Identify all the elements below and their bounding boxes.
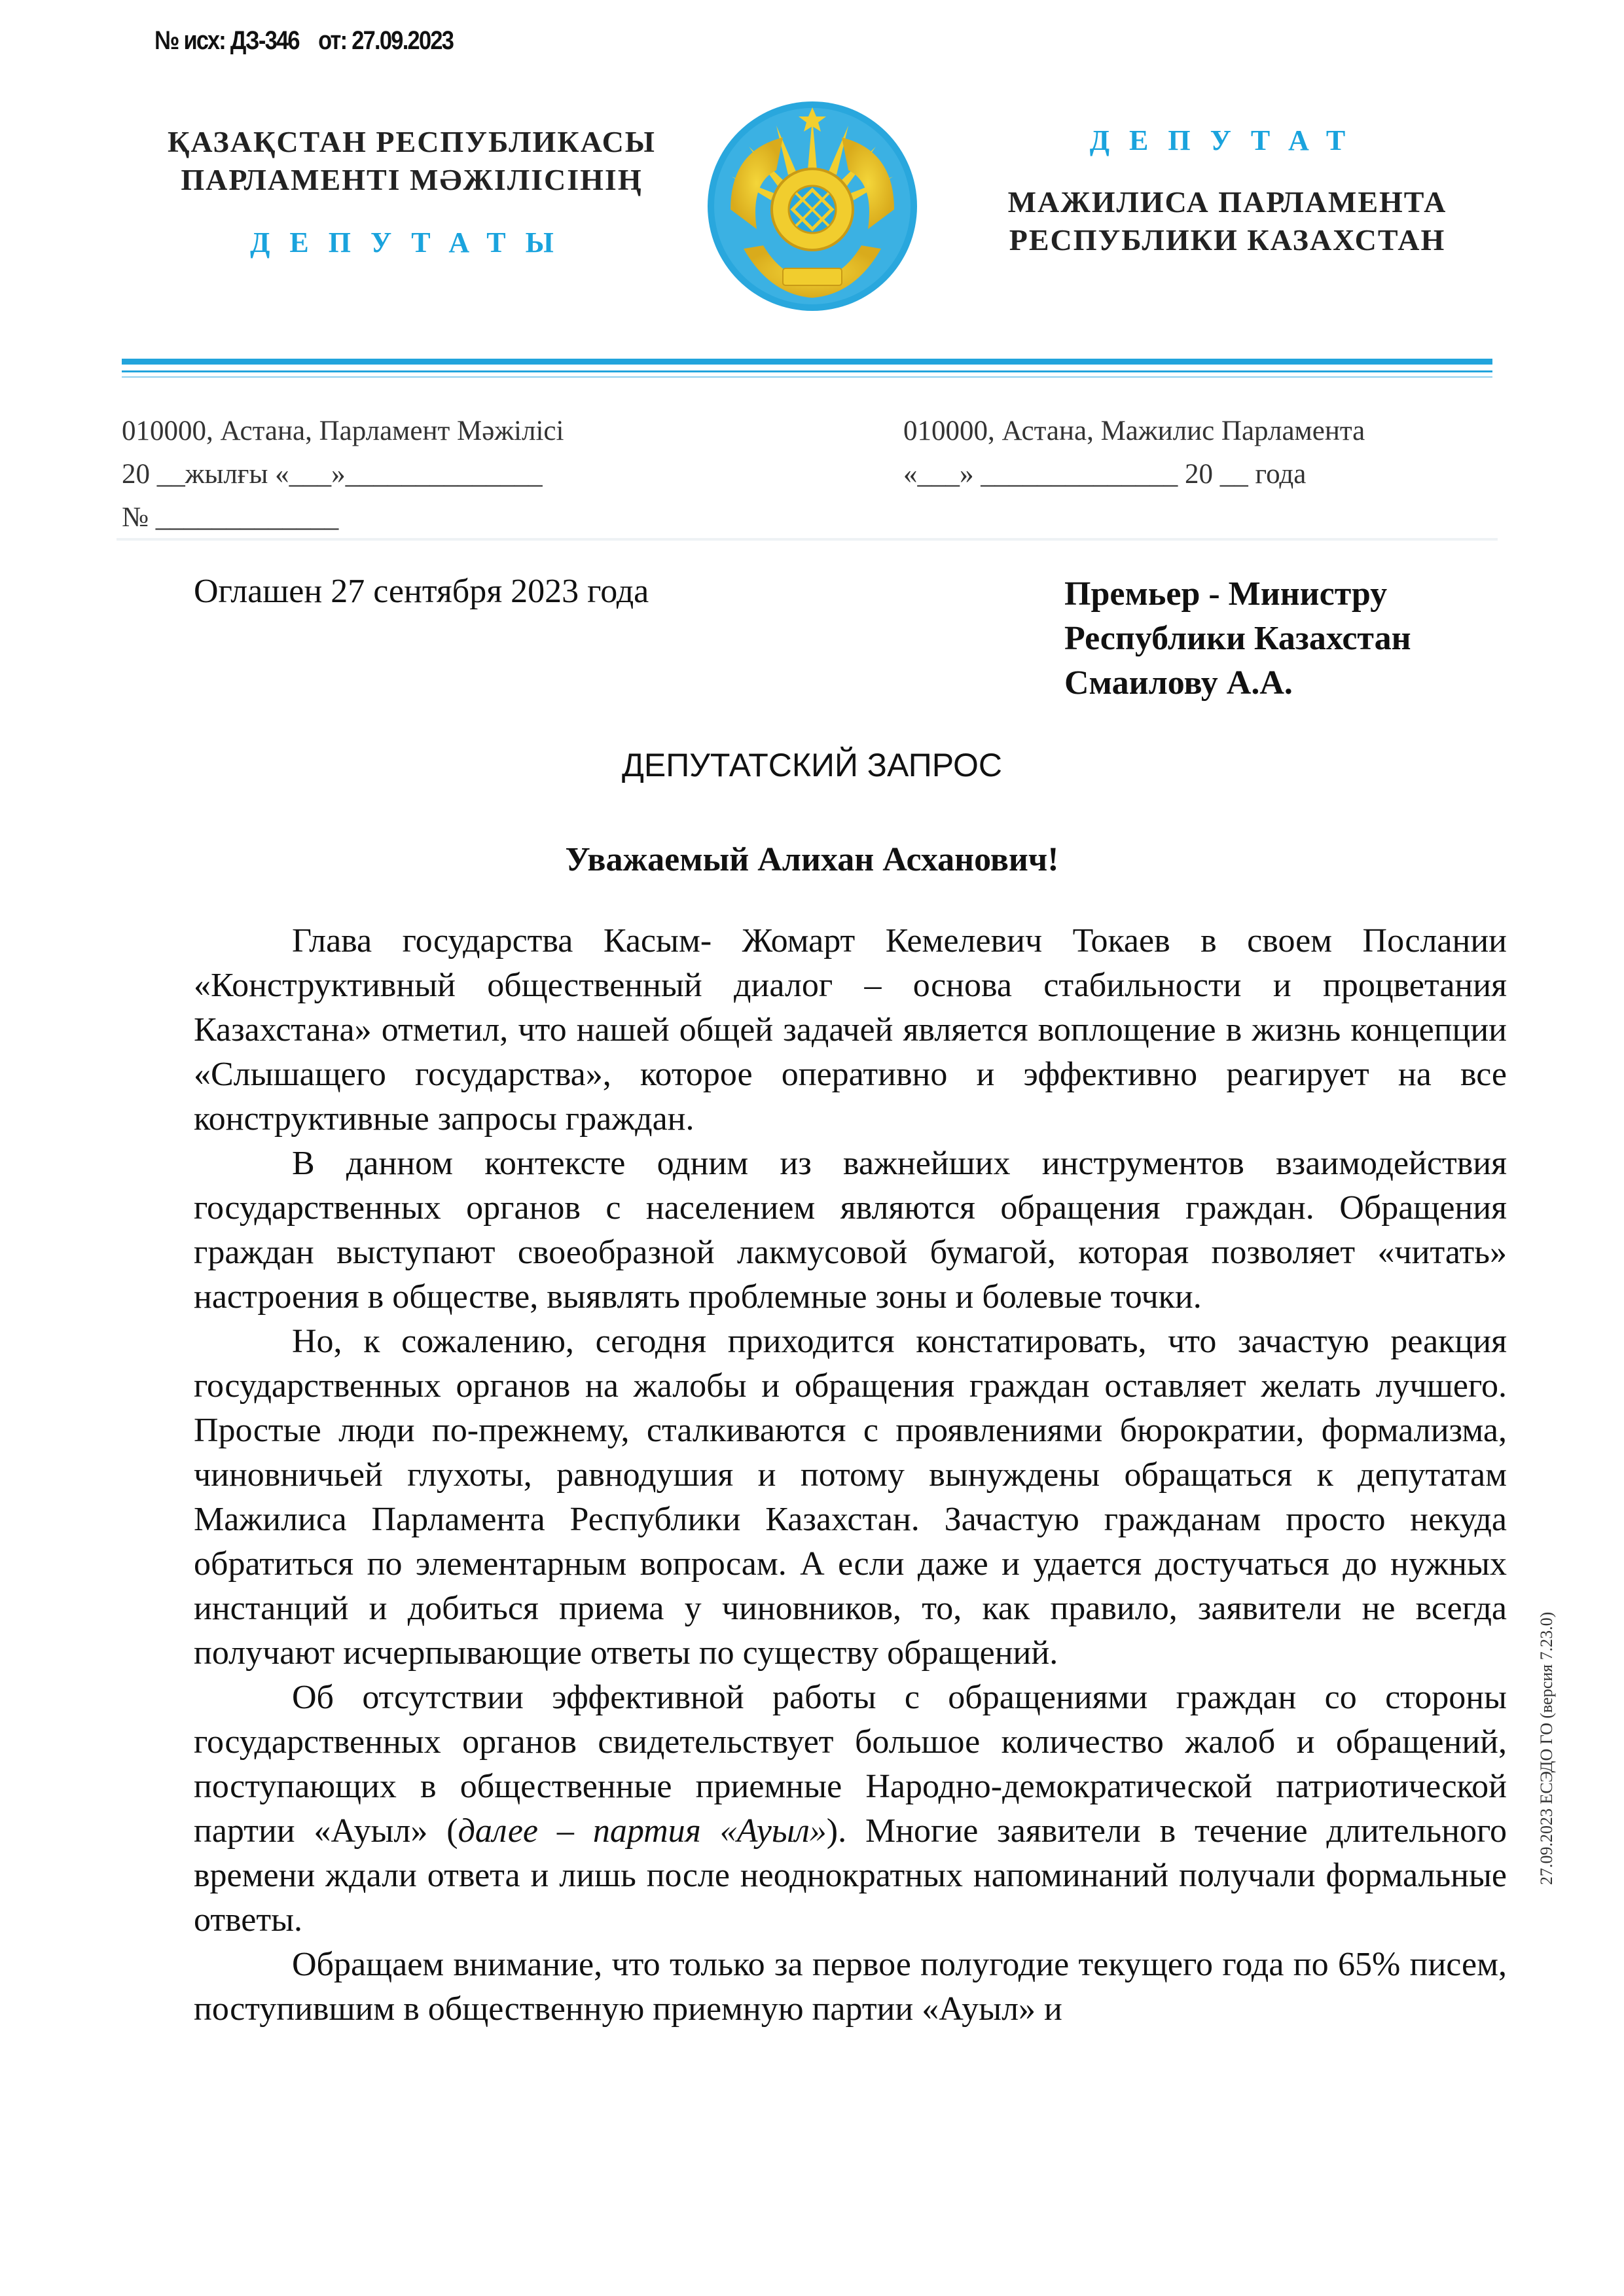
header-divider-thin <box>122 370 1492 372</box>
letterhead-kazakh <box>160 123 664 262</box>
address-ru-line1: 010000, Астана, Мажилис Парламента <box>903 416 1365 446</box>
addressee-line3: Смаилову А.А. <box>1064 664 1293 702</box>
address-ru-line2: «___» ______________ 20 __ года <box>903 459 1307 490</box>
paragraph-5: Обращаем внимание, что только за первое полугодие текущего года по 65% писем, поступившим в общественную приемную партии «Ауыл» и <box>194 1946 1507 2028</box>
addressee-block <box>1064 572 1411 706</box>
state-emblem-icon <box>704 98 920 314</box>
letterhead-ru-line1: МАЖИЛИСА ПАРЛАМЕНТА <box>1007 185 1447 219</box>
outgoing-date: от: 27.09.2023 <box>318 26 454 55</box>
addressee-line2: Республики Казахстан <box>1064 620 1411 657</box>
letterhead-kz-title: ДЕПУТАТЫ <box>250 226 573 259</box>
edms-side-stamp: 27.09.2023 ЕСЭДО ГО (версия 7.23.0) <box>1537 1611 1556 1885</box>
address-kz-line2: 20 __жылғы «___»______________ <box>122 459 543 490</box>
header-divider-light <box>122 376 1492 378</box>
announcement-date: Оглашен 27 сентября 2023 года <box>194 573 649 610</box>
document-body <box>194 919 1507 2032</box>
paragraph-4-end: ). Многие заявители в течение длительного времени ждали ответа и лишь после неоднократных напоминаний получали формальные ответы. <box>194 1812 1507 1939</box>
paragraph-4 <box>194 1676 1507 1943</box>
letterhead-kz-line2: ПАРЛАМЕНТІ МӘЖІЛІСІНІҢ <box>181 163 643 196</box>
paragraph-3: Но, к сожалению, сегодня приходится констатировать, что зачастую реакция государственных органов на жалобы и обращения граждан оставляет желать лучшего. Простые люди по-прежнему, сталкиваются с проявлениями бюрократии, формализма, чиновничьей глухоты, равнодушия и потому вынуждены обращаться к депутатам Мажилиса Парламента Республики Казахстан. Зачастую гражданам просто некуда обратиться по элементарным вопросам. А если даже и удается достучаться до нужных инстанций и добиться приема у чиновников, то, как правило, заявители не всегда получают исчерпывающие ответы по существу обращений. <box>194 1323 1507 1672</box>
outgoing-number: № исх: ДЗ-346 <box>154 26 299 55</box>
letterhead-bottom-edge <box>117 538 1498 541</box>
paragraph-4-start: Об отсутствии эффективной работы с обращениями граждан со стороны государственных органов свидетельствует большое количество жалоб и обращений, поступающих в общественные приемные Народно-демократической патриотической партии «Ауыл» ( <box>194 1679 1507 1850</box>
address-block-russian <box>903 410 1365 496</box>
paragraph-4-italic-note: далее – партия «Ауыл» <box>458 1812 827 1850</box>
header-divider-thick <box>122 359 1492 365</box>
outgoing-number-stamp <box>154 26 453 56</box>
letterhead-kz-line1: ҚАЗАҚСТАН РЕСПУБЛИКАСЫ <box>168 125 656 158</box>
address-kz-line3: № _____________ <box>122 502 339 533</box>
address-kz-line1: 010000, Астана, Парламент Мәжілісі <box>122 416 564 446</box>
paragraph-1: Глава государства Касым- Жомарт Кемелевич Токаев в своем Послании «Конструктивный общественный диалог – основа стабильности и процветания Казахстана» отметил, что нашей общей задачей является воплощение в жизнь концепции «Слышащего государства», которое оперативно и эффективно реагирует на все конструктивные запросы граждан. <box>194 922 1507 1138</box>
paragraph-2: В данном контексте одним из важнейших инструментов взаимодействия государственных органов с населением являются обращения граждан. Обращения граждан выступают своеобразной лакмусовой бумагой, которая позволяет «читать» настроения в обществе, выявлять проблемные зоны и болевые точки. <box>194 1145 1507 1316</box>
letterhead-ru-line2: РЕСПУБЛИКИ КАЗАХСТАН <box>1009 223 1446 257</box>
addressee-line1: Премьер - Министру <box>1064 575 1388 613</box>
letterhead-ru-title: ДЕПУТАТ <box>1089 124 1365 156</box>
letterhead-russian <box>998 122 1456 259</box>
address-block-kazakh <box>122 410 564 539</box>
document-title: ДЕПУТАТСКИЙ ЗАПРОС <box>622 747 1002 783</box>
salutation: Уважаемый Алихан Асханович! <box>565 841 1059 878</box>
